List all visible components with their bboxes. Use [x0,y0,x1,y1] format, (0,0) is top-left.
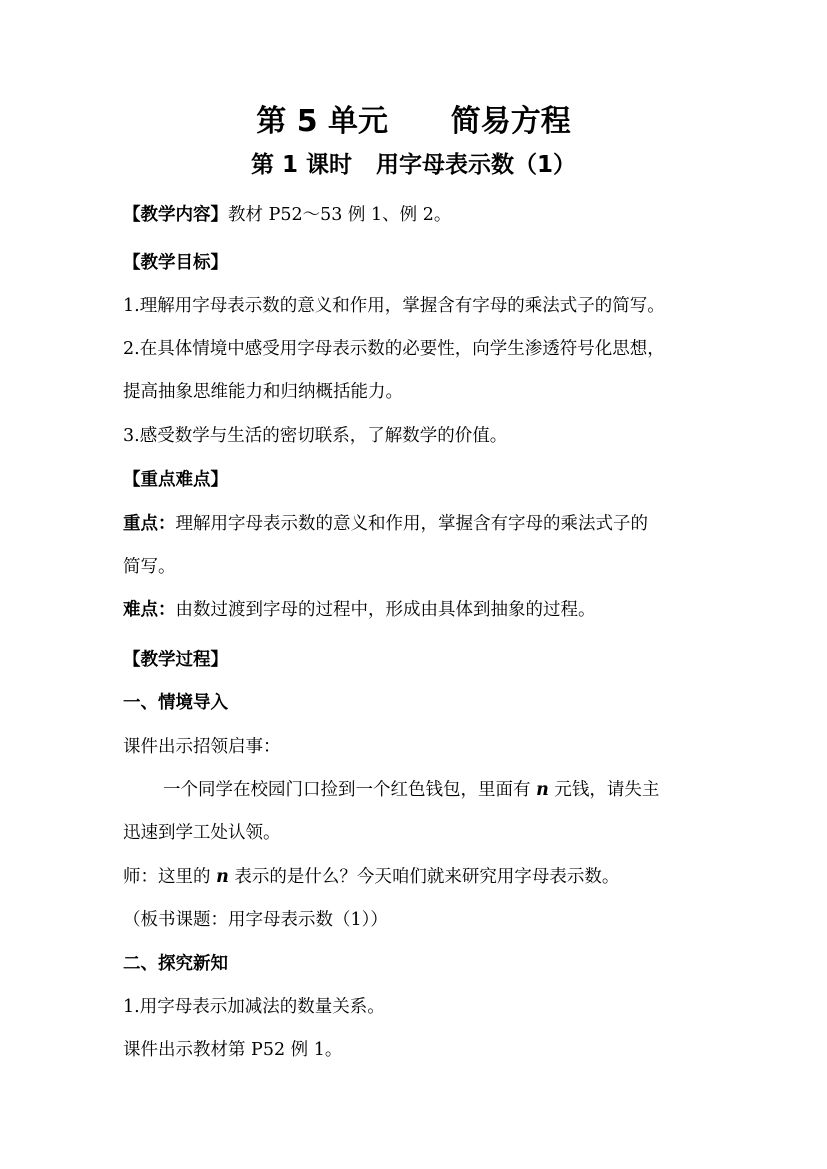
notice-text-a: 一个同学在校园门口捡到一个红色钱包，里面有 [163,780,537,800]
difficulty-label: 难点： [123,600,176,620]
lesson-title: 第 1 课时 用字母表示数（1） [250,152,577,178]
key-point-text: 理解用字母表示数的意义和作用，掌握含有字母的乘法式子的 [175,514,648,534]
teaching-content-line [123,200,713,230]
difficulty-line [123,595,713,625]
difficulty-text: 由数过渡到字母的过程中，形成由具体到抽象的过程。 [175,600,596,620]
key-point-line [123,509,713,539]
section1-heading: 一、情境导入 [123,693,228,713]
key-point-label: 重点： [123,514,176,534]
process-heading: 【教学过程】 [123,650,228,670]
teaching-content-text: 教材 P52～53 例 1、例 2。 [228,205,452,225]
teacher-line [123,862,713,892]
variable-n: n [536,780,549,800]
section2-heading: 二、探究新知 [123,954,228,974]
variable-n: n [216,867,229,887]
objectives-heading: 【教学目标】 [123,253,228,273]
section2-item: 1.用字母表示加减法的数量关系。 [123,997,385,1017]
notice-line [163,775,753,805]
teacher-text-b: 表示的是什么？今天咱们就来研究用字母表示数。 [228,867,620,887]
unit-title: 第 5 单元 简易方程 [256,104,571,139]
key-points-heading: 【重点难点】 [123,470,228,490]
objective-item: 提高抽象思维能力和归纳概括能力。 [123,382,403,402]
key-point-text-continued: 简写。 [123,557,176,577]
notice-text-b: 元钱，请失主 [548,780,660,800]
board-note: （板书课题：用字母表示数（1）） [123,910,388,930]
section1-intro: 课件出示招领启事： [123,737,281,757]
objective-item: 2.在具体情境中感受用字母表示数的必要性，向学生渗透符号化思想， [123,339,665,359]
notice-line-continued: 迅速到学工处认领。 [123,823,281,843]
objective-item: 1.理解用字母表示数的意义和作用，掌握含有字母的乘法式子的简写。 [123,296,665,316]
teacher-text-a: 师：这里的 [123,867,217,887]
teaching-content-label: 【教学内容】 [123,205,228,225]
objective-item: 3.感受数学与生活的密切联系，了解数学的价值。 [123,426,508,446]
section2-item: 课件出示教材第 P52 例 1。 [123,1040,343,1060]
